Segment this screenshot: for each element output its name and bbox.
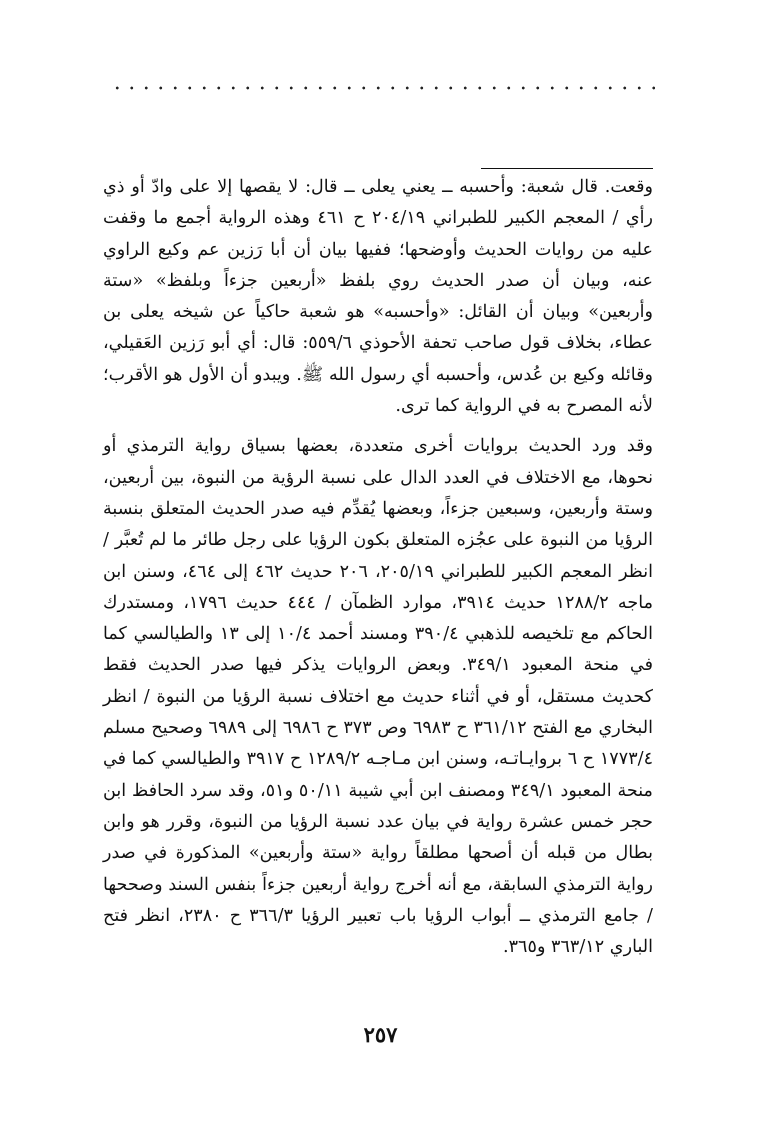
footnote-text [103,172,653,972]
footnote-paragraph-1: وقعت. قال شعبة: وأحسبه ــ يعني يعلى ــ قال: لا يقصها إلا على وادّ أو ذي رأي / المعجم الكبير للطبراني ٢٠٤/١٩ ح ٤٦١ وهذه الرواية أجمع ما وقفت عليه من روايات الحديث وأوضحها؛ ففيها بيان أن أبا رَزين عم وكيع الراوي عنه، وبيان أن صدر الحديث روي بلفظ «أربعين جزءاً وبلفظ» «ستة وأربعين» وبيان أن القائل: «وأحسبه» هو شعبة حاكياً عن شيخه يعلى بن عطاء، بخلاف قول صاحب تحفة الأحوذي ٥٥٩/٦: قال: أي أبو رَزين العَقيلي، وقائله وكيع بن عُدس، وأحسبه أي رسول الله ﷺ. ويبدو أن الأول هو الأقرب؛ لأنه المصرح به في الرواية كما ترى. [103,177,653,417]
footnote-paragraph-2: وقد ورد الحديث بروايات أخرى متعددة، بعضها بسياق رواية الترمذي أو نحوها، مع الاختلاف في العدد الدال على نسبة الرؤية من النبوة، بين أربعين، وستة وأربعين، وسبعين جزءاً، وبعضها يُقدِّم فيه صدر الحديث المتعلق بنسبة الرؤيا من النبوة على عجُزه المتعلق بكون الرؤيا على رجل طائر ما لم تُعبَّر /انظر المعجم الكبير للطبراني ٢٠٥/١٩، ٢٠٦ حديث ٤٦٢ إلى ٤٦٤، وسنن ابن ماجه ١٢٨٨/٢ حديث ٣٩١٤، موارد الظمآن / ٤٤٤ حديث ١٧٩٦، ومستدرك الحاكم مع تلخيصه للذهبي ٣٩٠/٤ ومسند أحمد ١٠/٤ إلى ١٣ والطيالسي كما في منحة المعبود ٣٤٩/١. وبعض الروايات يذكر فيها صدر الحديث فقط كحديث مستقل، أو في أثناء حديث مع اختلاف نسبة الرؤيا من النبوة / انظر البخاري مع الفتح ٣٦١/١٢ ح ٦٩٨٣ وص ٣٧٣ ح ٦٩٨٦ إلى ٦٩٨٩ وصحيح مسلم ١٧٧٣/٤ ح ٦ بروايـاتـه، وسنن ابن مـاجـه ١٢٨٩/٢ ح ٣٩١٧ والطيالسي كما في منحة المعبود ٣٤٩/١ ومصنف ابن أبي شيبة ٥٠/١١ و٥١، وقد سرد الحافظ ابن حجر خمس عشرة رواية في بيان عدد نسبة الرؤيا من النبوة، وقرر هو وابن بطال من قبله أن أصحها مطلقاً رواية «ستة وأربعين» المذكورة في صدر رواية الترمذي السابقة، مع أنه أخرج رواية أربعين جزءاً بنفس السند وصححها / جامع الترمذي ــ أبواب الرؤيا باب تعبير الرؤيا ٣٦٦/٣ ح ٢٣٨٠، انظر فتح الباري ٣٦٣/١٢ و٣٦٥. [103,436,654,958]
dotted-separator [110,86,655,90]
footnote-rule [481,168,653,169]
page-number: ٢٥٧ [363,1022,398,1047]
